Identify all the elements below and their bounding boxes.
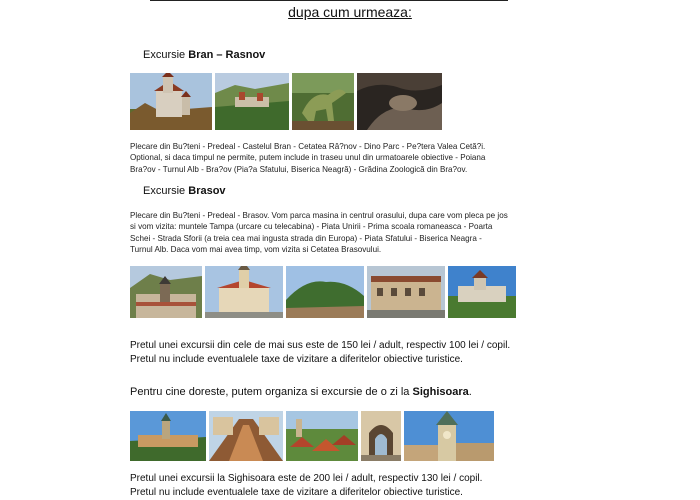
bran-castle-photo — [130, 73, 212, 130]
brasov-text-line: Plecare din Bu?teni - Predeal - Brasov. Vom parca masina in centrul orasului, dupa care vom pleca pe jos — [130, 211, 508, 220]
brasov-text-line: Schei - Strada Sforii (a treia cea mai ingusta strada din Europa) - Piata Sfatului - Biserica Neagra - — [130, 233, 482, 243]
brasov-section-title: Excursie Brasov — [143, 185, 226, 197]
price-info-2 — [130, 472, 550, 500]
dino-parc-photo — [292, 73, 354, 130]
bran-section-title: Excursie Bran – Rasnov — [143, 49, 266, 61]
covered-stairs-photo — [209, 411, 283, 461]
sighisoara-panorama-photo — [130, 411, 206, 461]
sighisoara-roofs-photo — [286, 411, 358, 461]
rasnov-citadel-photo — [215, 73, 289, 130]
price-line: Pretul unei excursii din cele de mai sus este de 150 lei / adult, respectiv 100 lei / copil. — [130, 340, 511, 351]
price-line: Pretul unei excursii la Sighisoara este de 200 lei / adult, respectiv 130 lei / copil. — [130, 473, 483, 484]
brasov-description — [130, 210, 530, 256]
bran-text-line: Optional, si daca timpul ne permite, putem include in traseu unul din urmatoarele obiective - Poiana — [130, 153, 486, 163]
tampa-mountain-photo — [286, 266, 364, 318]
price-line: Pretul nu include eventualele taxe de vizitare a diferitelor obiective turistice. — [130, 487, 463, 498]
council-square-tower-photo — [205, 266, 283, 318]
price-line: Pretul nu include eventualele taxe de vizitare a diferitelor obiective turistice. — [130, 354, 463, 365]
bran-description — [130, 141, 530, 175]
bran-text-line: Plecare din Bu?teni - Predeal - Castelul Bran - Cetatea Râ?nov - Dino Parc - Pe?tera Valea Cetă?i. — [130, 142, 486, 151]
page-heading: dupa cum urmeaza: — [288, 4, 412, 20]
brasov-citadel-photo — [448, 266, 516, 318]
brasov-square-photo — [367, 266, 445, 318]
bran-text-line: Bra?ov - Turnul Alb - Bra?ov (Pia?a Sfatului, Biserica Neagră) - Grădina Zoologică din Bra?ov. — [130, 164, 468, 174]
brasov-text-line: Turnul Alb. Daca vom mai avea timp, vom vizita si Cetatea Brasovului. — [130, 245, 382, 255]
brasov-panorama-photo — [130, 266, 202, 318]
archway-street-photo — [361, 411, 401, 461]
valea-cetatii-cave-photo — [357, 73, 442, 130]
price-info-1 — [130, 339, 550, 367]
sighisoara-intro: Pentru cine doreste, putem organiza si excursie de o zi la Sighisoara. — [130, 386, 472, 398]
clock-tower-photo — [404, 411, 494, 461]
top-rule — [150, 0, 508, 1]
brasov-text-line: si vom vizita: muntele Tampa (urcare cu telecabina) - Piata Unirii - Prima scoala romaneasca - Poarta — [130, 222, 493, 232]
